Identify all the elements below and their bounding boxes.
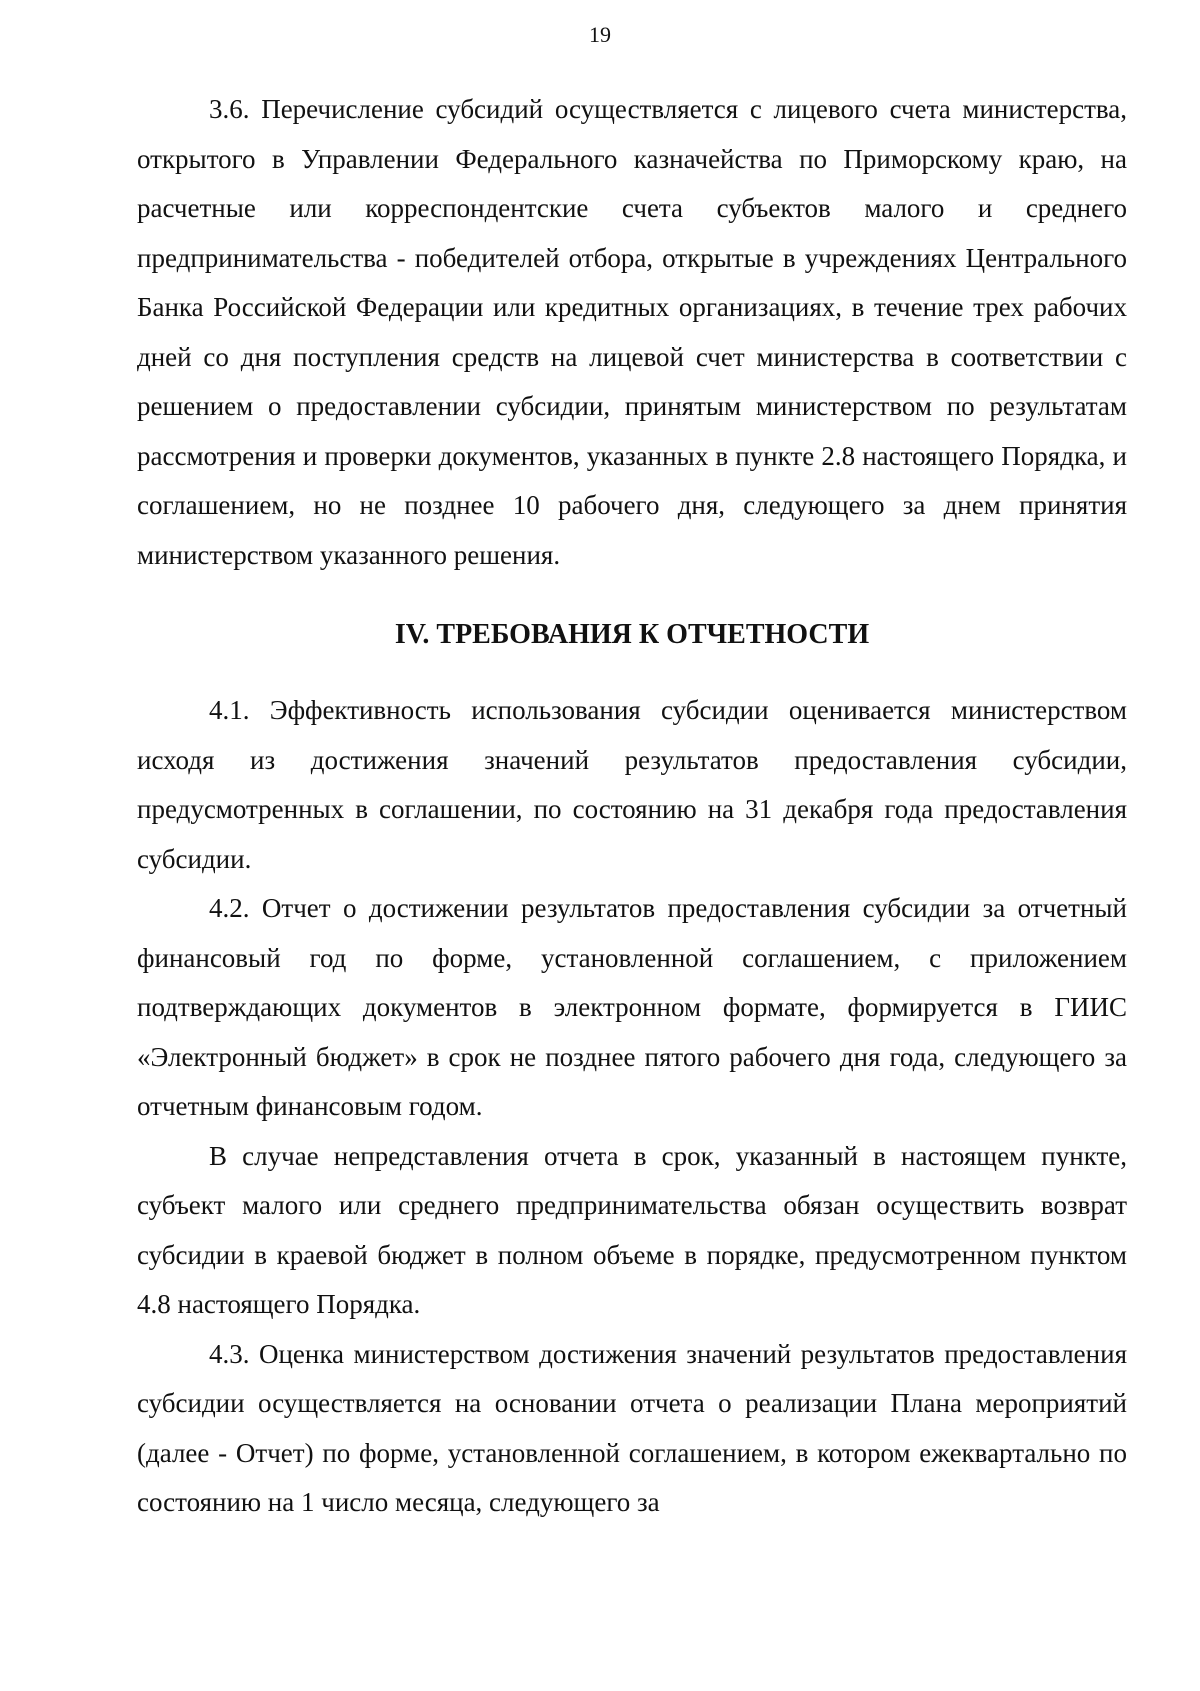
paragraph-4-1: 4.1. Эффективность использования субсидии оценивается министерством исходя из достижения значений результатов предоставления субсидии, предусмотренных в соглашении, по состоянию на 31 декабря года предоставления субсидии. — [137, 695, 1127, 874]
paragraph-4-2: 4.2. Отчет о достижении результатов предоставления субсидии за отчетный финансовый год по форме, установленной соглашением, с приложением подтверждающих документов в электронном формате, формируется в ГИИС «Электронный бюджет» в срок не позднее пятого рабочего дня года, следующего за отчетным финансовым годом. — [137, 893, 1127, 1121]
paragraph-4-2-continued: В случае непредставления отчета в срок, указанный в настоящем пункте, субъект малого или среднего предпринимательства обязан осуществить возврат субсидии в краевой бюджет в полном объеме в порядке, предусмотренном пунктом 4.8 настоящего Порядка. — [137, 1140, 1127, 1319]
page-number: 19 — [589, 22, 611, 47]
paragraph-3-6: 3.6. Перечисление субсидий осуществляется с лицевого счета министерства, открытого в Управлении Федерального казначейства по Приморскому краю, на расчетные или корреспондентские счета субъектов малого и среднего предпринимательства - победителей отбора, открытые в учреждениях Центрального Банка Российской Федерации или кредитных организациях, в течение трех рабочих дней со дня поступления средств на лицевой счет министерства в соответствии с решением о предоставлении субсидии, принятым министерством по результатам рассмотрения и проверки документов, указанных в пункте 2.8 настоящего Порядка, и соглашением, но не позднее 10 рабочего дня, следующего за днем принятия министерством указанного решения. — [137, 94, 1127, 570]
section-heading: IV. ТРЕБОВАНИЯ К ОТЧЕТНОСТИ — [394, 619, 870, 650]
paragraph-4-3: 4.3. Оценка министерством достижения значений результатов предоставления субсидии осуществляется на основании отчета о реализации Плана мероприятий (далее - Отчет) по форме, установленной соглашением, в котором ежеквартально по состоянию на 1 число месяца, следующего за — [137, 1338, 1127, 1517]
document-body — [137, 85, 1127, 1528]
